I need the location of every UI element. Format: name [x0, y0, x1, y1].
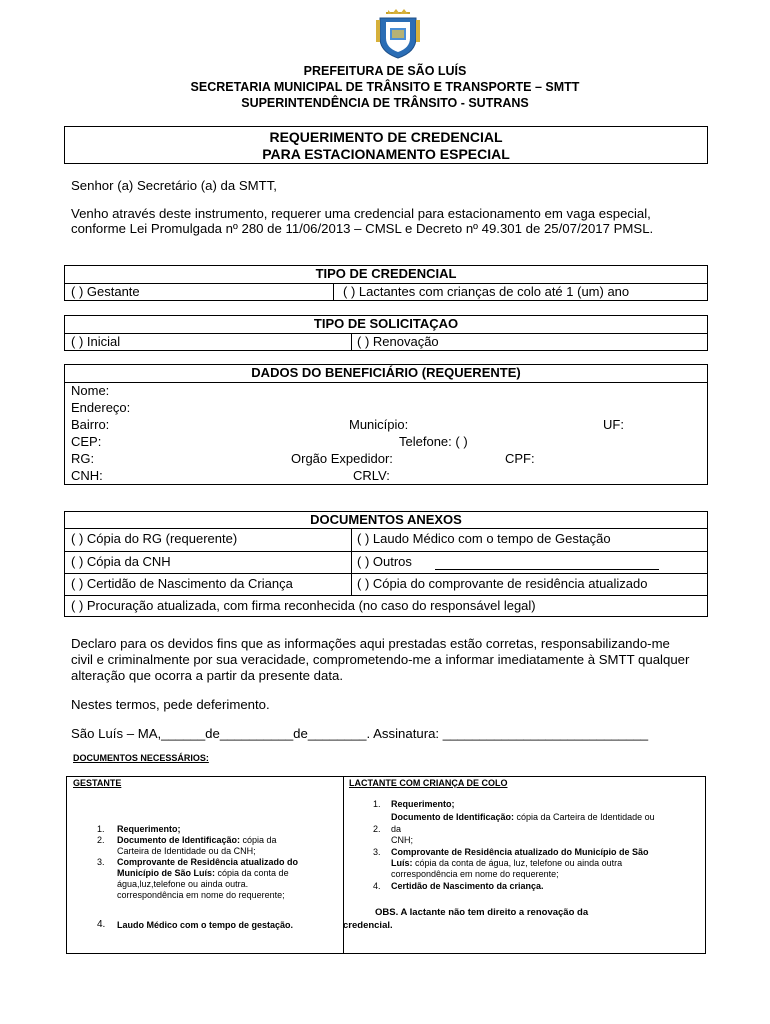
- gestante-title: GESTANTE: [73, 778, 122, 788]
- city-crest-logo: [374, 8, 422, 60]
- declaracao-line-2: civil e criminalmente por sua veracidade, comprometendo-me a informar imediatamente à SMTT qualquer: [71, 652, 690, 667]
- title-box: [64, 126, 708, 164]
- tipo-credencial-heading: TIPO DE CREDENCIAL: [315, 266, 457, 281]
- l4-text: Certidão de Nascimento da criança.: [391, 881, 544, 891]
- intro-line-1: Venho através deste instrumento, requerer uma credencial para estacionamento em vaga especial,: [71, 206, 651, 221]
- deferimento-text: Nestes termos, pede deferimento.: [71, 697, 270, 712]
- option-inicial[interactable]: ( ) Inicial: [71, 334, 121, 349]
- g3-number: 3.: [97, 857, 105, 867]
- l2-cont-2: CNH;: [391, 835, 413, 845]
- field-cep[interactable]: CEP:: [71, 434, 102, 449]
- salutation-text: Senhor (a) Secretário (a) da SMTT,: [71, 178, 277, 193]
- obs-line-2: credencial.: [343, 920, 393, 931]
- g4-number: 4.: [97, 919, 106, 930]
- g3-cont-2: correspondência em nome do requerente;: [117, 890, 285, 900]
- field-telefone[interactable]: Telefone: ( ): [399, 434, 468, 449]
- g3-bold: Comprovante de Residência atualizado do: [117, 857, 299, 867]
- tipo-solicitacao-table: [64, 315, 708, 351]
- necessarios-table: [66, 776, 706, 954]
- dados-beneficiario-table: [64, 364, 708, 485]
- field-orgao-expedidor[interactable]: Orgão Expedidor:: [291, 451, 393, 466]
- title-line-2: PARA ESTACIONAMENTO ESPECIAL: [262, 146, 510, 162]
- title-line-1: REQUERIMENTO DE CREDENCIAL: [269, 129, 503, 145]
- intro-line-2: conforme Lei Promulgada nº 280 de 11/06/2013 – CMSL e Decreto nº 49.301 de 25/07/2017 PMSL.: [71, 221, 654, 236]
- anexos-heading: DOCUMENTOS ANEXOS: [310, 512, 462, 527]
- anexo-comprovante-residencia[interactable]: ( ) Cópia do comprovante de residência atualizado: [357, 576, 648, 591]
- necessarios-heading: DOCUMENTOS NECESSÁRIOS:: [73, 753, 209, 763]
- field-rg[interactable]: RG:: [71, 451, 95, 466]
- tipo-credencial-table: [64, 265, 708, 301]
- anexo-copia-rg[interactable]: ( ) Cópia do RG (requerente): [71, 531, 238, 546]
- g3-cont: água,luz,telefone ou ainda outra.: [117, 879, 249, 889]
- assinatura-line[interactable]: São Luís – MA,______de__________de________. Assinatura: ____________________________: [71, 726, 649, 741]
- l2-text: Documento de Identificação: cópia da Carteira de Identidade ou: [391, 812, 655, 822]
- l2-number: 2.: [373, 824, 381, 834]
- obs-line-1: OBS. A lactante não tem direito a renovação da: [375, 907, 589, 918]
- tipo-solicitacao-heading: TIPO DE SOLICITAÇAO: [313, 316, 459, 331]
- option-lactantes[interactable]: ( ) Lactantes com crianças de colo até 1 (um) ano: [343, 284, 630, 299]
- field-cnh[interactable]: CNH:: [71, 468, 103, 483]
- l4-number: 4.: [373, 881, 381, 891]
- documentos-anexos-table: [64, 511, 708, 617]
- header-line-superintendencia: SUPERINTENDÊNCIA DE TRÂNSITO - SUTRANS: [241, 96, 529, 110]
- g3-text: Município de São Luís: cópia da conta de: [117, 868, 289, 878]
- g2-cont: Carteira de Identidade ou da CNH;: [117, 846, 256, 856]
- g2-number: 2.: [97, 835, 105, 845]
- option-renovacao[interactable]: ( ) Renovação: [357, 334, 439, 349]
- g4-text: Laudo Médico com o tempo de gestação.: [117, 920, 294, 930]
- declaracao-line-3: alteração que ocorra a partir da presente data.: [71, 668, 343, 683]
- anexo-outros[interactable]: ( ) Outros: [357, 554, 412, 569]
- l3-cont: correspondência em nome do requerente;: [391, 869, 559, 879]
- g2-text: Documento de Identificação: cópia da: [117, 835, 277, 845]
- l3-text: Luís: cópia da conta de água, luz, telefone ou ainda outra: [391, 858, 623, 868]
- field-municipio[interactable]: Município:: [349, 417, 409, 432]
- l2-cont: da: [391, 824, 402, 834]
- field-uf[interactable]: UF:: [603, 417, 624, 432]
- header-line-prefeitura: PREFEITURA DE SÃO LUÍS: [303, 64, 467, 78]
- g1-text: Requerimento;: [117, 824, 181, 834]
- field-crlv[interactable]: CRLV:: [353, 468, 390, 483]
- option-gestante[interactable]: ( ) Gestante: [71, 284, 140, 299]
- declaracao-line-1: Declaro para os devidos fins que as informações aqui prestadas estão corretas, responsabilizando-me: [71, 636, 670, 651]
- anexo-certidao-nascimento[interactable]: ( ) Certidão de Nascimento da Criança: [71, 576, 293, 591]
- field-nome[interactable]: Nome:: [71, 383, 110, 398]
- l3-bold: Comprovante de Residência atualizado do Município de São: [391, 847, 649, 857]
- anexo-copia-cnh[interactable]: ( ) Cópia da CNH: [71, 554, 171, 569]
- g1-number: 1.: [97, 824, 105, 834]
- anexo-laudo-medico[interactable]: ( ) Laudo Médico com o tempo de Gestação: [357, 531, 611, 546]
- field-endereco[interactable]: Endereço:: [71, 400, 131, 415]
- l1-number: 1.: [373, 799, 381, 809]
- lactante-title: LACTANTE COM CRIANÇA DE COLO: [349, 778, 508, 788]
- anexo-procuracao[interactable]: ( ) Procuração atualizada, com firma reconhecida (no caso do responsável legal): [71, 598, 536, 613]
- l1-text: Requerimento;: [391, 799, 455, 809]
- l3-number: 3.: [373, 847, 381, 857]
- dados-heading: DADOS DO BENEFICIÁRIO (REQUERENTE): [251, 365, 521, 380]
- field-cpf[interactable]: CPF:: [505, 451, 535, 466]
- header-line-secretaria: SECRETARIA MUNICIPAL DE TRÂNSITO E TRANSPORTE – SMTT: [190, 80, 580, 94]
- field-bairro[interactable]: Bairro:: [71, 417, 110, 432]
